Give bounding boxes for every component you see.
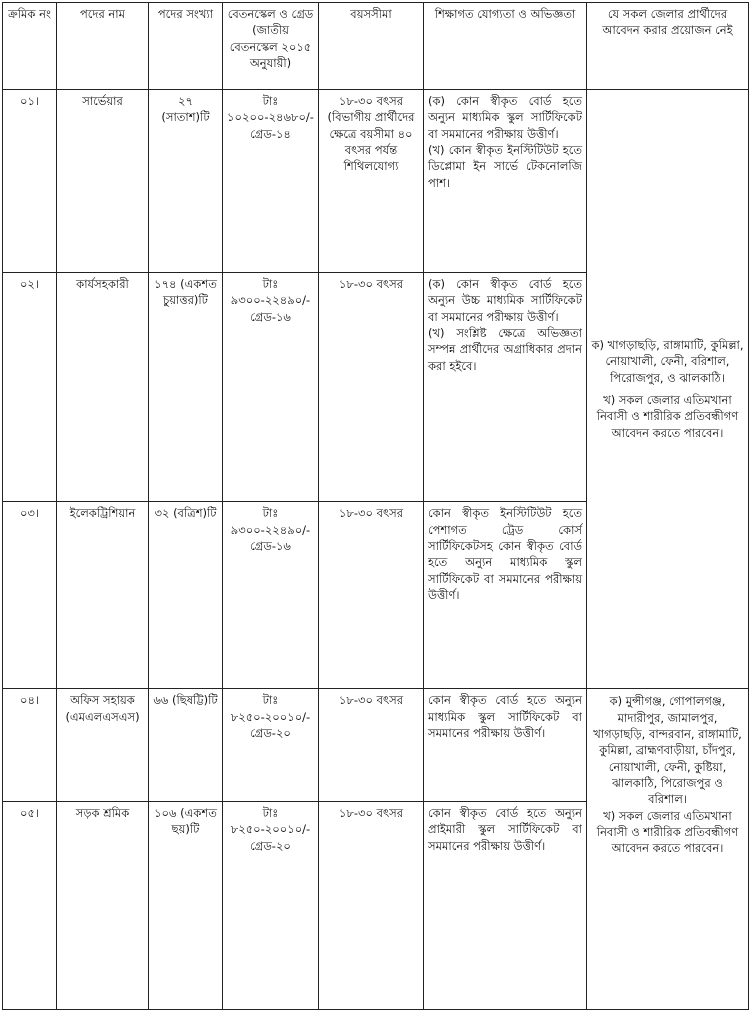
header-post-name: পদের নাম — [57, 3, 149, 90]
qualification-item: (খ) সংশ্লিষ্ট ক্ষেত্রে অভিজ্ঞতা সম্পন্ন প্রার্থীদের অগ্রাধিকার প্রদান করা হইবে। — [428, 325, 582, 373]
row-age-limit: ১৮-৩০ বৎসর (বিভাগীয় প্রার্থীদের ক্ষেত্রে বয়সীমা ৪০ বৎসর পর্যন্ত শিথিলযোগ্য — [319, 90, 424, 273]
row-age-limit: ১৮-৩০ বৎসর — [319, 272, 424, 501]
excluded-districts-group-2 — [587, 689, 749, 1010]
row-serial: ০২। — [3, 272, 57, 501]
pay-scale-range: টাঃ ৮২৫০-২০০১০/- — [230, 805, 311, 837]
row-post-count: ১৭৪ (একশত চুয়াত্তর)টি — [149, 272, 223, 501]
row-pay-scale — [223, 689, 319, 802]
row-pay-scale — [223, 90, 319, 273]
row-pay-scale — [223, 502, 319, 689]
excluded-districts-list: ক) খাগড়াছড়ি, রাঙ্গামাটি, কুমিল্লা, নোয়াখালী, ফেনী, বরিশাল, পিরোজপুর, ও ঝালকাঠি। — [591, 338, 744, 385]
row-serial: ০৫। — [3, 801, 57, 1009]
qualification-item: কোন স্বীকৃত ইনস্টিটিউট হতে পেশাগত ট্রেড কোর্স সার্টিফিকেটসহ কোন স্বীকৃত বোর্ড হতে অন্যুন মাধ্যমিক স্কুল সার্টিফিকেট বা সমমানের পরীক্ষায় উত্তীর্ণ। — [428, 506, 582, 602]
pay-scale-range: টাঃ ৮২৫০-২০০১০/- — [230, 693, 311, 724]
qualification-item: (ক) কোন স্বীকৃত বোর্ড হতে অন্যুন উচ্চ মাধ্যমিক সার্টিফিকেট বা সমমানের পরীক্ষায় উত্তীর্ণ। — [428, 276, 582, 324]
row-post-name: কার্যসহকারী — [57, 272, 149, 501]
table-row — [3, 689, 749, 802]
row-post-count: ৬৬ (ছিষট্টি)টি — [149, 689, 223, 802]
qualification-item: (ক) কোন স্বীকৃত বোর্ড হতে অন্যুন মাধ্যমিক স্কুল সার্টিফিকেট বা সমমানের পরীক্ষায় উত্তীর্ণ। — [428, 94, 582, 141]
row-serial: ০১। — [3, 90, 57, 273]
row-post-count: ৩২ (বত্রিশ)টি — [149, 502, 223, 689]
header-age-limit: বয়সসীমা — [319, 3, 424, 90]
header-excluded-districts: যে সকল জেলার প্রার্থীদের আবেদন করার প্রয়োজন নেই — [587, 3, 749, 90]
pay-scale-range: টাঃ ১০২০০-২৪৬৮০/- — [227, 94, 314, 125]
row-qualification — [424, 689, 587, 802]
excluded-districts-group-1 — [587, 90, 749, 689]
row-pay-scale — [223, 272, 319, 501]
row-qualification — [424, 801, 587, 1009]
header-post-count: পদের সংখ্যা — [149, 3, 223, 90]
row-age-limit: ১৮-৩০ বৎসর — [319, 801, 424, 1009]
excluded-districts-note: খ) সকল জেলার এতিমখানা নিবাসী ও শারীরিক প্রতিবন্ধীগণ আবেদন করতে পারবেন। — [596, 808, 739, 856]
row-post-count: ২৭ (সাতাশ)টি — [149, 90, 223, 273]
qualification-item: কোন স্বীকৃত বোর্ড হতে অন্যুন প্রাইমারী স্কুল সার্টিফিকেট বা সমমানের পরীক্ষায় উত্তীর্ণ। — [428, 805, 582, 853]
header-qualification: শিক্ষাগত যোগ্যতা ও অভিজ্ঞতা — [424, 3, 587, 90]
row-post-count: ১০৬ (একশত ছয়)টি — [149, 801, 223, 1009]
row-age-limit: ১৮-৩০ বৎসর — [319, 689, 424, 802]
row-post-name: ইলেকট্রিশিয়ান — [57, 502, 149, 689]
row-post-name: সড়ক শ্রমিক — [57, 801, 149, 1009]
recruitment-table — [2, 2, 749, 1010]
pay-grade: গ্রেড-১৬ — [250, 538, 291, 553]
pay-grade: গ্রেড-১৪ — [250, 126, 291, 141]
qualification-item: কোন স্বীকৃত বোর্ড হতে অন্যুন মাধ্যমিক স্কুল সার্টিফিকেট বা সমমানের পরীক্ষায় উত্তীর্ণ। — [428, 693, 582, 740]
pay-scale-range: টাঃ ৯৩০০-২২৪৯০/- — [230, 276, 311, 308]
row-qualification — [424, 502, 587, 689]
pay-grade: গ্রেড-২০ — [250, 725, 291, 740]
header-pay-scale: বেতনস্কেল ও গ্রেড (জাতীয় বেতনস্কেল ২০১৫ অনুযায়ী) — [223, 3, 319, 90]
row-pay-scale — [223, 801, 319, 1009]
header-serial: ক্রমিক নং — [3, 3, 57, 90]
table-row — [3, 90, 749, 273]
qualification-item: (খ) কোন স্বীকৃত ইনস্টিটিউট হতে ডিপ্লোমা ইন সার্ভে টেকনোলজি পাশ। — [428, 142, 582, 190]
row-qualification — [424, 272, 587, 501]
pay-grade: গ্রেড-২০ — [250, 838, 291, 853]
row-post-name: অফিস সহায়ক (এমএলএসএস) — [57, 689, 149, 802]
row-serial: ০৩। — [3, 502, 57, 689]
pay-grade: গ্রেড-১৬ — [250, 309, 291, 324]
excluded-districts-note: খ) সকল জেলার এতিমখানা নিবাসী ও শারীরিক প্রতিবন্ধীগণ আবেদন করতে পারবেন। — [596, 393, 739, 440]
row-qualification — [424, 90, 587, 273]
row-age-limit: ১৮-৩০ বৎসর — [319, 502, 424, 689]
excluded-districts-list: ক) মুন্সীগঞ্জ, গোপালগঞ্জ, মাদারীপুর, জামালপুর, খাগড়াছড়ি, বান্দরবান, রাঙ্গামাটি, কুমিল্লা, ব্রাহ্মণবাড়ীয়া, চাঁদপুর, নোয়াখালী, ফেনী, কুষ্টিয়া, ঝালকাঠি, পিরোজপুর ও বরিশাল। — [593, 694, 742, 807]
row-post-name: সার্ভেয়ার — [57, 90, 149, 273]
table-header-row — [3, 3, 749, 90]
pay-scale-range: টাঃ ৯৩০০-২২৪৯০/- — [230, 506, 311, 537]
row-serial: ০৪। — [3, 689, 57, 802]
